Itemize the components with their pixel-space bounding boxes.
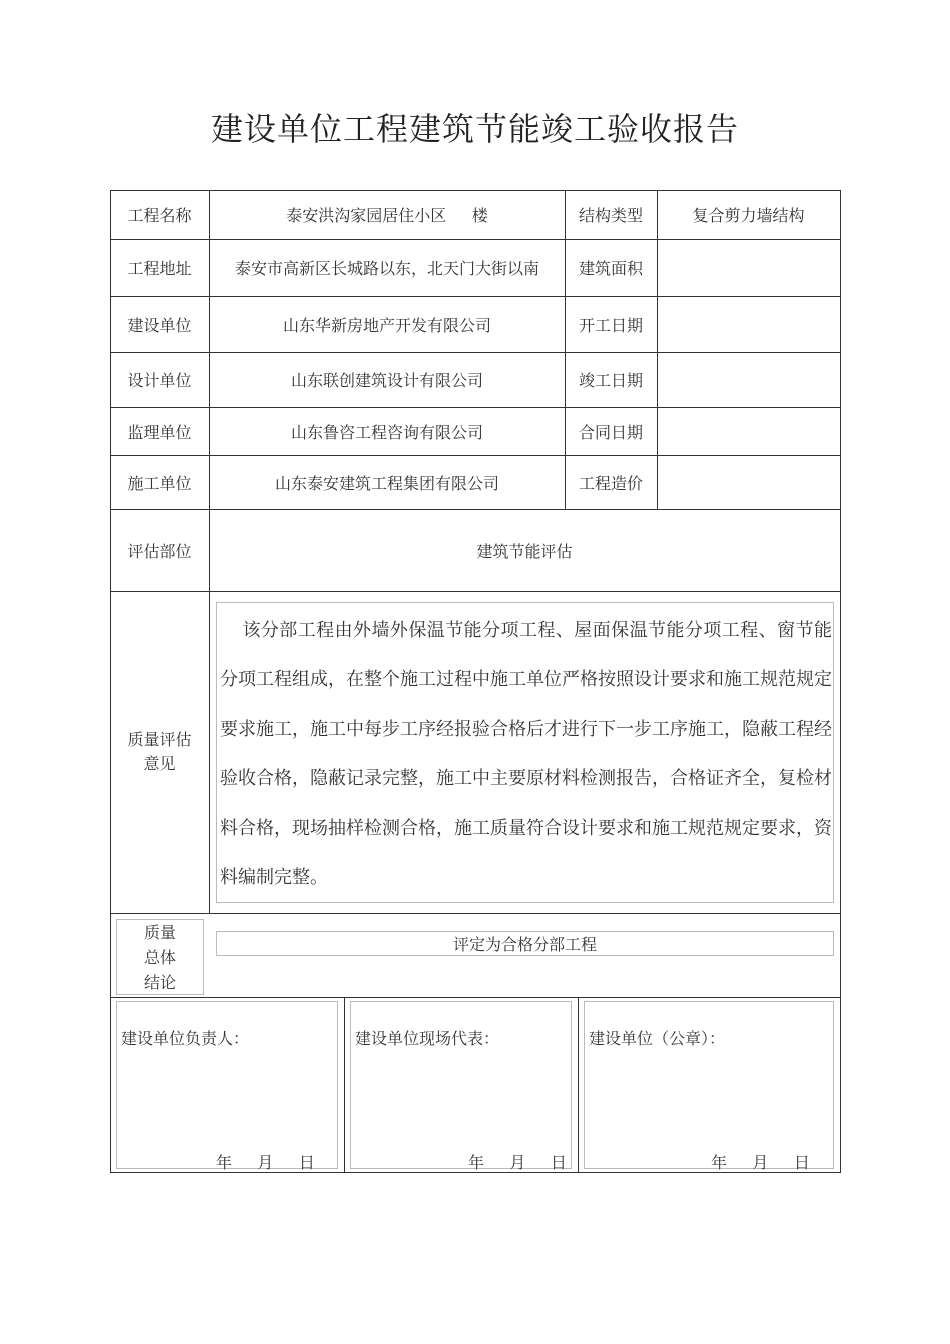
- label-design-unit: 设计单位: [127, 371, 192, 390]
- label-quality-opinion: 质量评估 意见: [127, 730, 192, 773]
- label-assessment-part: 评估部位: [127, 541, 192, 561]
- signature-date-seal: 年 月 日: [711, 1153, 810, 1172]
- label-structure-type: 结构类型: [578, 206, 643, 225]
- label-building-area: 建筑面积: [578, 259, 643, 278]
- quality-opinion-paragraph: 该分部工程由外墙外保温节能分项工程、屋面保温节能分项工程、窗节能分项工程组成，在整个施工过程中施工单位严格按照设计要求和施工规范规定要求施工，施工中每步工序经报验合格后才进行下一步工序施工，隐蔽工程经验收合格，隐蔽记录完整，施工中主要原材料检测报告，合格证齐全，复检材料合格，现场抽样检测合格，施工质量符合设计要求和施工规范规定要求，资料编制完整。: [220, 620, 832, 889]
- signature-label-site-rep: 建设单位现场代表：: [355, 1029, 500, 1048]
- page-title: 建设单位工程建筑节能竣工验收报告: [210, 110, 739, 148]
- label-start-date: 开工日期: [578, 315, 643, 335]
- signature-date-responsible: 年 月 日: [216, 1153, 315, 1172]
- value-assessment-part: 建筑节能评估: [476, 541, 573, 561]
- signature-label-seal: 建设单位（公章）：: [589, 1029, 726, 1048]
- label-project-name: 工程名称: [127, 206, 192, 225]
- value-start-date: [657, 296, 840, 352]
- label-contract-date: 合同日期: [578, 422, 643, 442]
- label-builder-unit: 施工单位: [127, 473, 192, 493]
- label-project-address: 工程地址: [127, 259, 192, 278]
- value-construction-unit: 山东华新房地产开发有限公司: [282, 315, 491, 335]
- value-supervision-unit: 山东鲁咨工程咨询有限公司: [290, 422, 483, 442]
- label-completion-date: 竣工日期: [578, 371, 643, 390]
- value-overall-conclusion: 评定为合格分部工程: [452, 935, 597, 954]
- value-design-unit: 山东联创建筑设计有限公司: [290, 371, 483, 390]
- signature-label-responsible: 建设单位负责人：: [121, 1029, 250, 1048]
- value-building-area: [657, 239, 840, 296]
- label-project-cost: 工程造价: [578, 473, 643, 493]
- value-structure-type: 复合剪力墙结构: [692, 206, 805, 225]
- signature-date-site-rep: 年 月 日: [468, 1153, 567, 1172]
- label-construction-unit: 建设单位: [127, 315, 192, 335]
- value-completion-date: [657, 352, 840, 407]
- quality-opinion-text: [220, 606, 832, 902]
- value-project-address: 泰安市高新区长城路以东，北天门大街以南: [234, 259, 539, 278]
- value-contract-date: [657, 407, 840, 455]
- value-project-cost: [657, 455, 840, 509]
- label-overall-conclusion: 质量 总体 结论: [143, 922, 176, 992]
- label-supervision-unit: 监理单位: [127, 422, 192, 442]
- value-builder-unit: 山东泰安建筑工程集团有限公司: [274, 473, 499, 493]
- value-project-name: 泰安洪沟家园居住小区 楼: [286, 206, 488, 225]
